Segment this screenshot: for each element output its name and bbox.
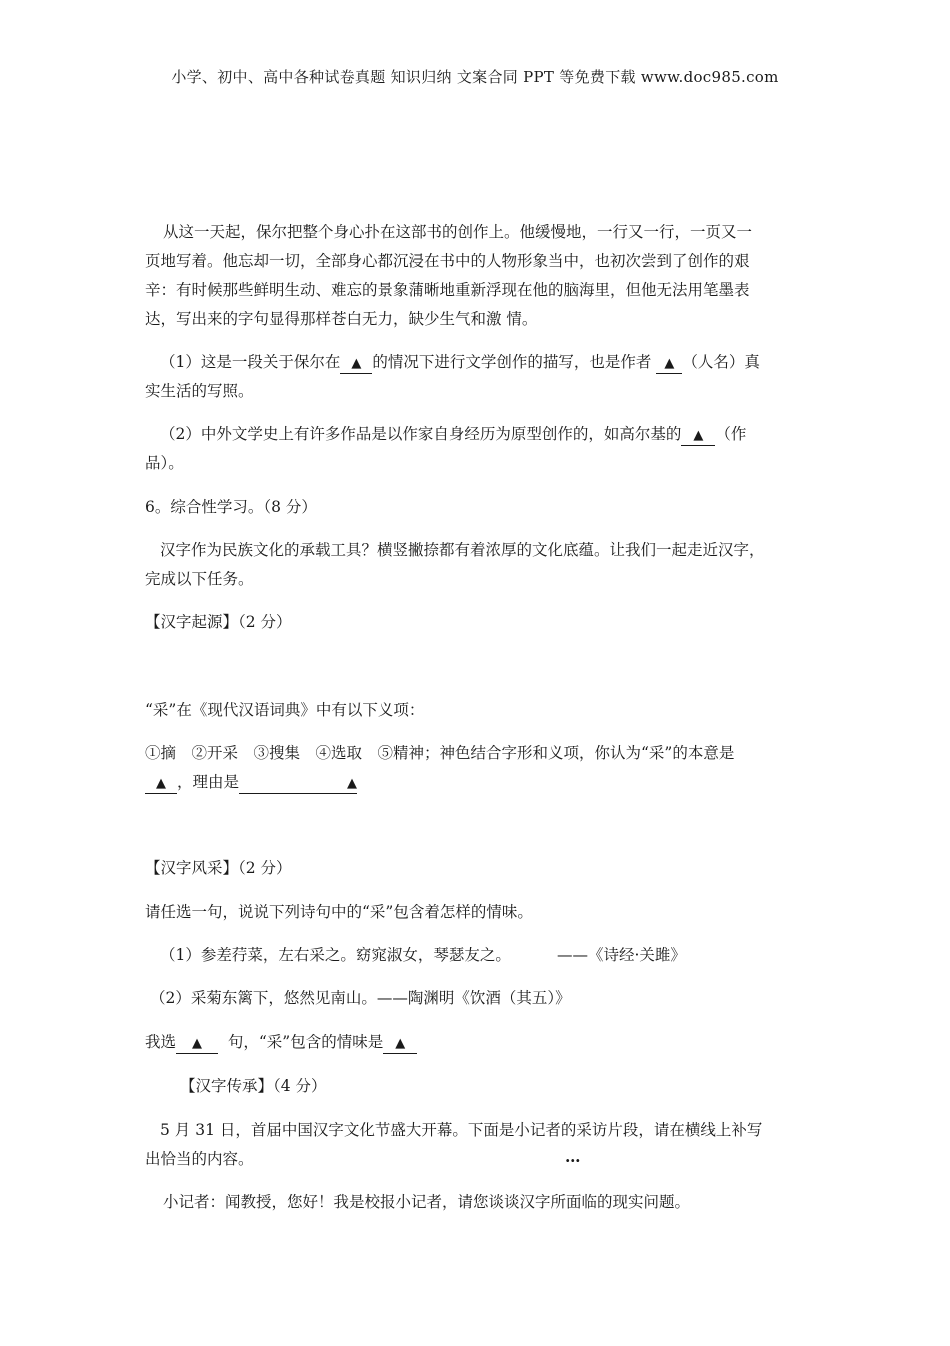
page-header: 小学、初中、高中各种试卷真题 知识归纳 文案合同 PPT 等免费下载 www.doc985.com [171, 68, 779, 86]
blank-triangle-icon: ▲ [192, 1036, 203, 1051]
passage-line-2: 页地写着。他忘却一切，全部身心都沉浸在书中的人物形象当中，也初次尝到了创作的艰 [145, 252, 750, 270]
choose-text-b: 句，“采”包含的情味是 [227, 1033, 384, 1051]
blank-triangle-icon: ▲ [395, 1036, 406, 1051]
q2-text-b: （作 [715, 425, 747, 443]
q1-text-a: （1）这是一段关于保尔在 [160, 353, 341, 371]
choose-line [145, 1032, 417, 1054]
q1-line-2: 实生活的写照。 [145, 382, 254, 400]
blank-triangle-icon: ▲ [351, 356, 362, 371]
q1-text-c: （人名）真 [682, 353, 760, 371]
cai-reason-label: ，理由是 [177, 773, 240, 791]
intro-line-1: 汉字作为民族文化的承载工具？横竖撇捺都有着浓厚的文化底蕴。让我们一起走近汉字， [160, 541, 765, 559]
festival-line-2: 出恰当的内容。 [145, 1150, 254, 1168]
intro-line-2: 完成以下任务。 [145, 570, 254, 588]
q2-line-2: 品）。 [145, 454, 184, 472]
q6-title: 6。综合性学习。（8 分） [145, 498, 317, 516]
q1-text-b: 的情况下进行文学创作的描写，也是作者 [372, 353, 652, 371]
cai-meaning-blank[interactable] [145, 773, 177, 794]
section-style-title: 【汉字风采】（2 分） [145, 859, 292, 877]
section-heritage-title: 【汉字传承】（4 分） [180, 1077, 327, 1095]
question-2 [160, 424, 746, 446]
q1-blank-2[interactable] [656, 353, 682, 374]
poem-1: （1）参差荇菜，左右采之。窈窕淑女，琴瑟友之。 [160, 946, 511, 964]
ellipsis-mark: … [565, 1147, 581, 1166]
poem-1-source: ——《诗经·关雎》 [557, 946, 686, 964]
passage-line-4: 达，写出来的字句显得那样苍白无力，缺少生气和激 情。 [145, 310, 538, 328]
cai-options: ①摘 ②开采 ③搜集 ④选取 ⑤精神；神色结合字形和义项，你认为“采”的本意是 [145, 744, 735, 762]
reporter-question: 小记者：闻教授，您好！我是校报小记者，请您谈谈汉字所面临的现实问题。 [163, 1193, 691, 1211]
passage-line-3: 辛：有时候那些鲜明生动、难忘的景象蒲晰地重新浮现在他的脑海里，但他无法用笔墨表 [145, 281, 750, 299]
passage-line-1: 从这一天起，保尔把整个身心扑在这部书的创作上。他缓慢地，一行又一行，一页又一 [163, 223, 753, 241]
question-1 [160, 352, 760, 374]
poem-prompt: 请任选一句，说说下列诗句中的“采”包含着怎样的情味。 [145, 903, 533, 921]
choose-blank-1[interactable] [176, 1033, 218, 1054]
q2-text-a: （2）中外文学史上有许多作品是以作家自身经历为原型创作的，如高尔基的 [160, 425, 682, 443]
choose-blank-2[interactable] [383, 1033, 417, 1054]
blank-triangle-icon: ▲ [156, 776, 166, 791]
q2-blank[interactable] [681, 425, 715, 446]
blank-triangle-icon: ▲ [664, 356, 675, 371]
festival-line-1: 5 月 31 日，首届中国汉字文化节盛大开幕。下面是小记者的采访片段，请在横线上补写 [160, 1121, 763, 1139]
choose-text-a: 我选 [145, 1033, 177, 1051]
cai-reason-blank[interactable] [239, 773, 357, 794]
cai-answer-line [145, 772, 357, 794]
blank-triangle-icon: ▲ [347, 776, 358, 791]
blank-triangle-icon: ▲ [693, 428, 704, 443]
poem-2: （2）采菊东篱下，悠然见南山。——陶渊明《饮酒（其五）》 [150, 989, 571, 1007]
section-origin-title: 【汉字起源】（2 分） [145, 613, 292, 631]
cai-definition: “采”在《现代汉语词典》中有以下义项： [145, 701, 425, 719]
q1-blank-1[interactable] [340, 353, 372, 374]
